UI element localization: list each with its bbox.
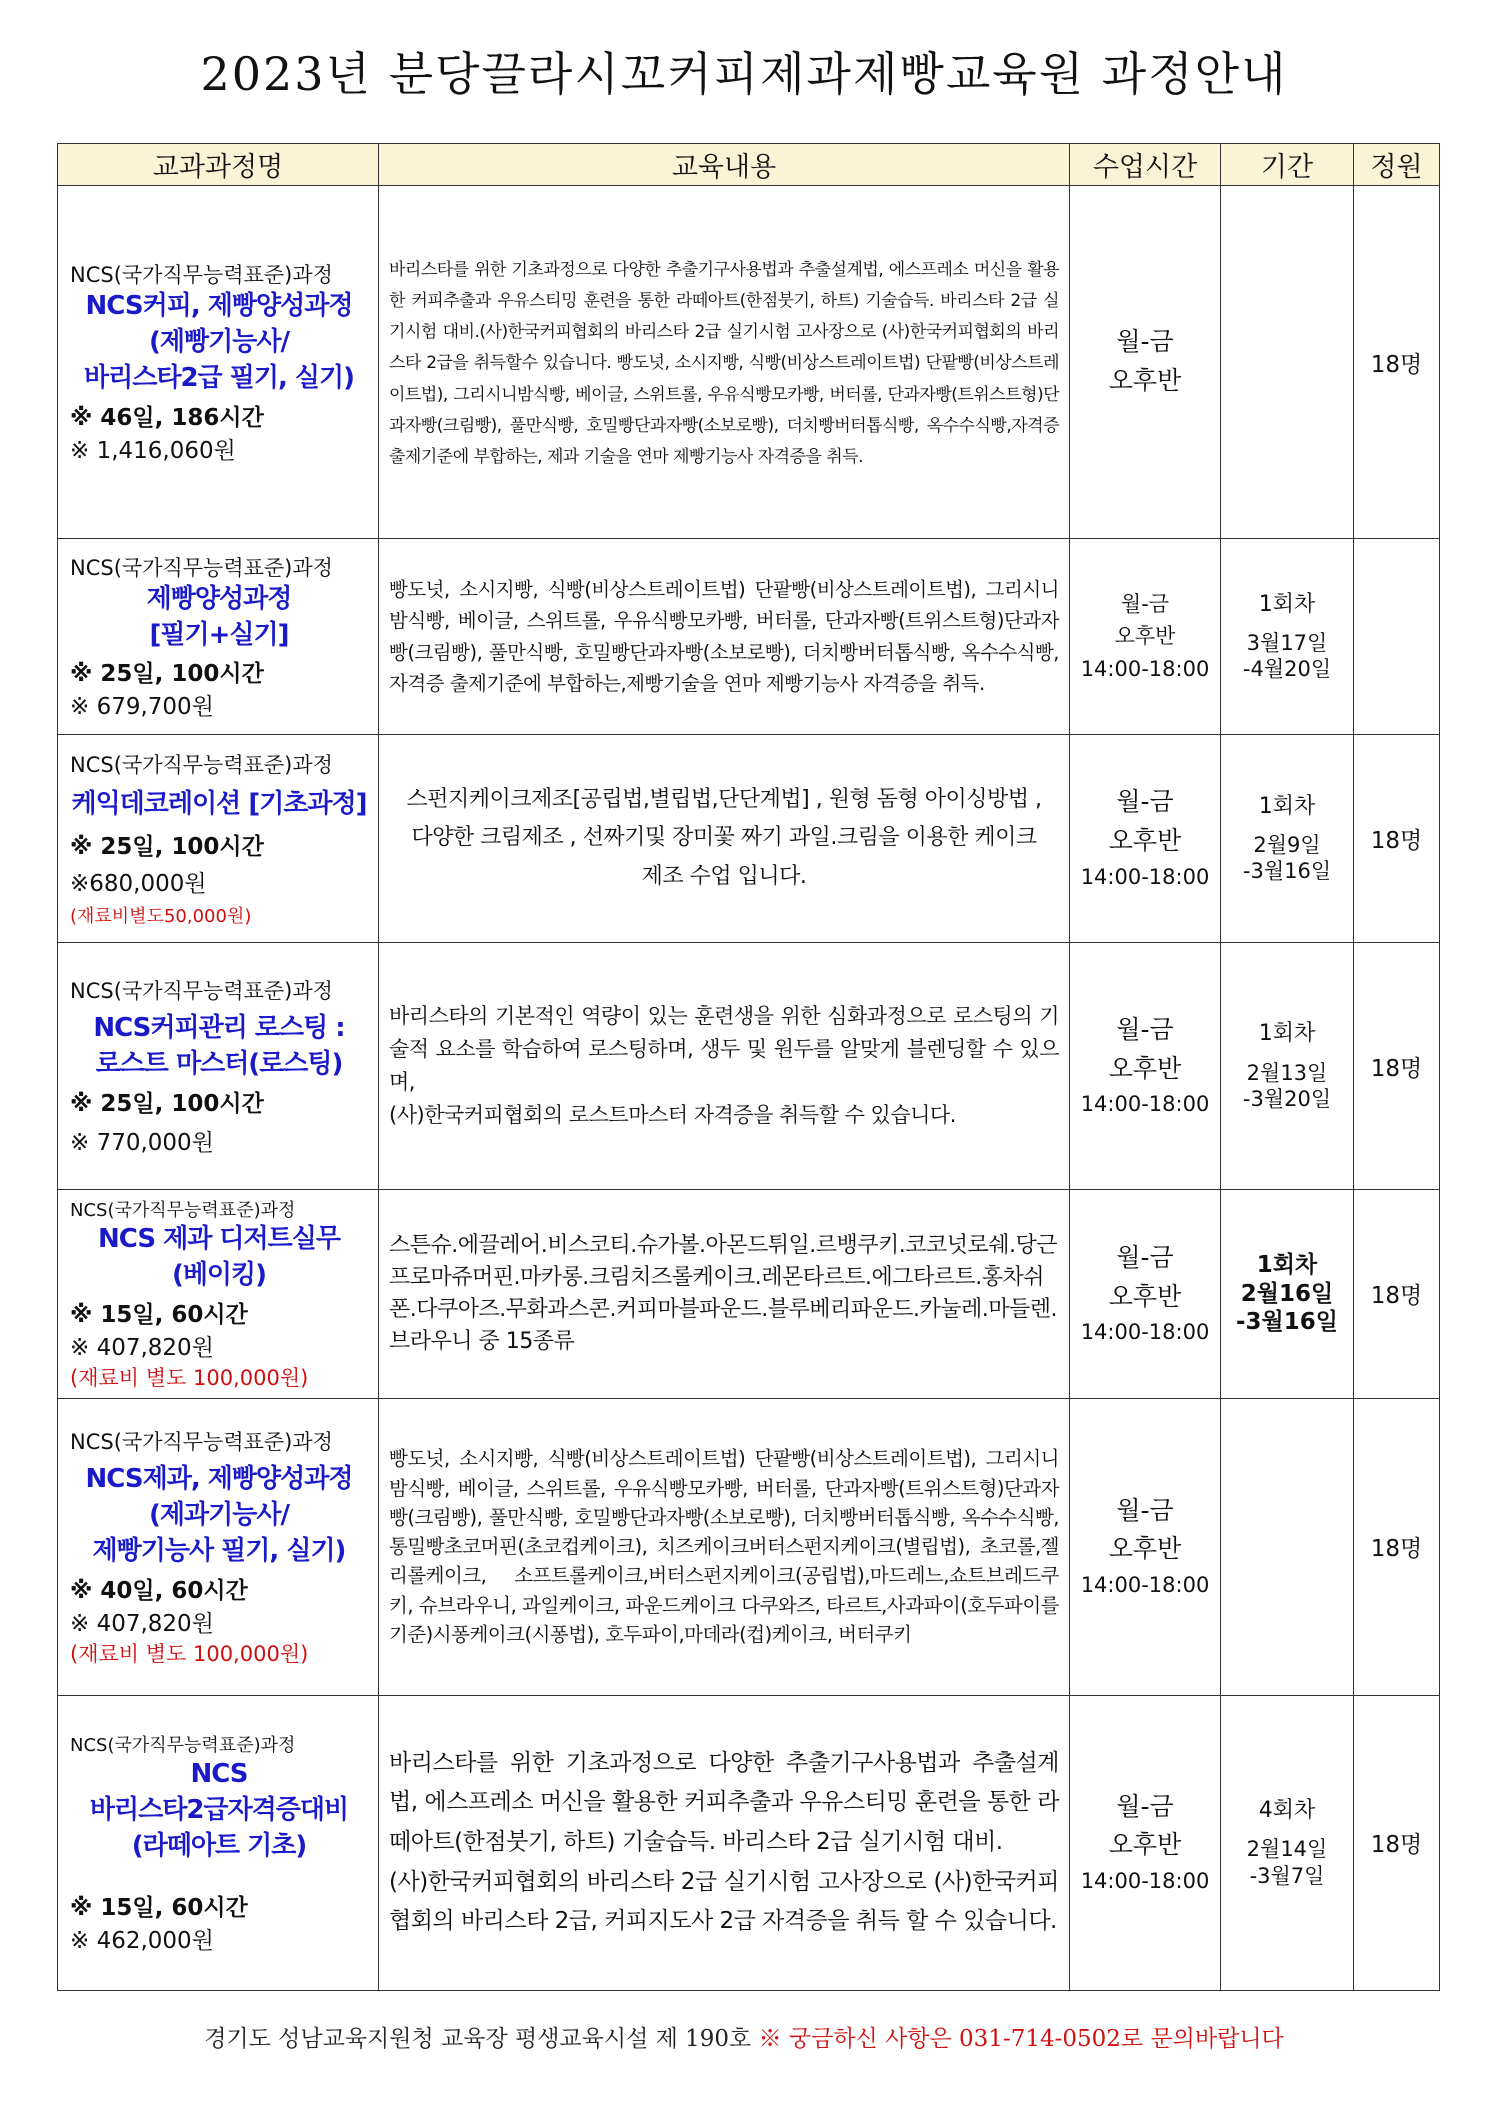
table-row — [58, 1190, 1440, 1399]
course-name: NCS제과, 제빵양성과정 (제과기능사/ 제빵기능사 필기, 실기) — [85, 1463, 353, 1566]
course-period — [1221, 1398, 1354, 1695]
class-time: 월-금 오후반 14:00-18:00 — [1070, 539, 1221, 735]
course-category: NCS(국가직무능력표준)과정 — [70, 1734, 296, 1756]
course-name: 제빵양성과정 [필기+실기] — [146, 583, 292, 650]
course-duration: ※ 25일, 100시간 — [70, 661, 264, 688]
course-table — [57, 143, 1440, 1991]
course-period: 1회차 3월17일 -4월20일 — [1221, 539, 1354, 735]
header-period: 기간 — [1221, 144, 1354, 186]
course-period: 4회차 2월14일 -3월7일 — [1221, 1695, 1354, 1990]
header-content: 교육내용 — [379, 144, 1070, 186]
course-note: (재료비별도50,000원) — [70, 906, 252, 928]
class-time: 월-금 오후반 14:00-18:00 — [1070, 1695, 1221, 1990]
course-category: NCS(국가직무능력표준)과정 — [70, 1429, 333, 1454]
course-name: 케익데코레이션 [기초과정] — [71, 788, 367, 819]
course-capacity: 18명 — [1354, 186, 1440, 539]
course-cell — [58, 539, 379, 735]
table-row — [58, 1695, 1440, 1990]
footer-text: 경기도 성남교육지원청 교육장 평생교육시설 제 190호 — [204, 2026, 759, 2052]
course-price: ※680,000원 — [70, 871, 207, 898]
course-price: ※ 407,820원 — [70, 1334, 214, 1361]
course-name: NCS 바리스타2급자격증대비 (라떼아트 기초) — [89, 1758, 349, 1861]
course-price: ※ 770,000원 — [70, 1129, 214, 1156]
course-category: NCS(국가직무능력표준)과정 — [70, 263, 333, 288]
class-time: 월-금 오후반 14:00-18:00 — [1070, 735, 1221, 943]
course-note: (재료비 별도 100,000원) — [70, 1641, 309, 1666]
course-cell — [58, 943, 379, 1190]
course-category: NCS(국가직무능력표준)과정 — [70, 752, 333, 777]
footer-contact: ※ 궁금하신 사항은 031-714-0502로 문의바랍니다 — [758, 2026, 1284, 2052]
course-capacity: 18명 — [1354, 943, 1440, 1190]
course-period — [1221, 186, 1354, 539]
header-capacity: 정원 — [1354, 144, 1440, 186]
course-cell — [58, 1190, 379, 1399]
course-price: ※ 1,416,060원 — [70, 437, 236, 464]
table-row — [58, 1398, 1440, 1695]
course-capacity — [1354, 539, 1440, 735]
header-class-time: 수업시간 — [1070, 144, 1221, 186]
table-row — [58, 186, 1440, 539]
course-duration: ※ 40일, 60시간 — [70, 1577, 248, 1604]
course-capacity: 18명 — [1354, 735, 1440, 943]
course-duration: ※ 46일, 186시간 — [70, 404, 264, 431]
course-period: 1회차 2월13일 -3월20일 — [1221, 943, 1354, 1190]
course-capacity: 18명 — [1354, 1190, 1440, 1399]
course-duration: ※ 25일, 100시간 — [70, 834, 264, 861]
class-time: 월-금 오후반 14:00-18:00 — [1070, 943, 1221, 1190]
course-description: 바리스타를 위한 기초과정으로 다양한 추출기구사용법과 추출설계법, 에스프레소 머신을 활용한 커피추출과 우유스티밍 훈련을 통한 라떼아트(한점붓기, 하트) 기술습득. 바리스타 2급 실기시험 대비.(사)한국커피협회의 바리스타 2급 실기시험 고사장으로 (사)한국커피협회의 바리스타 2급을 취득할수 있습니다. 빵도넛, 소시지빵, 식빵(비상스트레이트법) 단팥빵(비상스트레이트법), 그리시니밤식빵, 베이글, 스위트롤, 우유식빵모카빵, 버터롤, 단과자빵(트위스트형)단과자빵(크림빵), 풀만식빵, 호밀빵단과자빵(소보로빵), 더치빵버터톱식빵, 옥수수식빵,자격증 출제기준에 부합하는, 제과 기술을 연마 제빵기능사 자격증을 취득. — [379, 186, 1070, 539]
course-period: 1회차 2월9일 -3월16일 — [1221, 735, 1354, 943]
course-duration: ※ 25일, 100시간 — [70, 1090, 264, 1117]
course-description: 스펀지케이크제조[공립법,별립법,단단계법] , 원형 돔형 아이싱방법 , 다양한 크림제조 , 선짜기및 장미꽃 짜기 과일.크림을 이용한 케이크 제조 수업 입니다. — [379, 735, 1070, 943]
course-description: 바리스타를 위한 기초과정으로 다양한 추출기구사용법과 추출설계법, 에스프레소 머신을 활용한 커피추출과 우유스티밍 훈련을 통한 라떼아트(한점붓기, 하트) 기술습득. 바리스타 2급 실기시험 대비. (사)한국커피협회의 바리스타 2급 실기시험 고사장으로 (사)한국커피협회의 바리스타 2급, 커피지도사 2급 자격증을 취득 할 수 있습니다. — [379, 1695, 1070, 1990]
class-time: 월-금 오후반 14:00-18:00 — [1070, 1190, 1221, 1399]
course-note: (재료비 별도 100,000원) — [70, 1365, 309, 1390]
table-row — [58, 539, 1440, 735]
footer — [0, 2020, 1488, 2053]
class-time: 월-금 오후반 — [1070, 186, 1221, 539]
course-description: 스튼슈.에끌레어.비스코티.슈가볼.아몬드튀일.르뱅쿠키.코코넛로쉐.당근프로마쥬머핀.마카롱.크림치즈롤케이크.레몬타르트.에그타르트.홍차쉬폰.다쿠아즈.무화과스콘.커피마블파운드.블루베리파운드.카눌레.마들렌.브라우니 중 15종류 — [379, 1190, 1070, 1399]
course-period: 1회차 2월16일 -3월16일 — [1221, 1190, 1354, 1399]
course-cell — [58, 1398, 379, 1695]
course-duration: ※ 15일, 60시간 — [70, 1894, 248, 1921]
course-capacity: 18명 — [1354, 1695, 1440, 1990]
header-course-name: 교과과정명 — [58, 144, 379, 186]
course-cell — [58, 1695, 379, 1990]
course-name: NCS커피, 제빵양성과정 (제빵기능사/ 바리스타2급 필기, 실기) — [84, 291, 354, 393]
table-row — [58, 943, 1440, 1190]
table-row — [58, 735, 1440, 943]
page-title: 2023년 분당끌라시꼬커피제과제빵교육원 과정안내 — [200, 47, 1288, 101]
course-cell — [58, 186, 379, 539]
course-cell — [58, 735, 379, 943]
course-description: 빵도넛, 소시지빵, 식빵(비상스트레이트법) 단팥빵(비상스트레이트법), 그리시니밤식빵, 베이글, 스위트롤, 우유식빵모카빵, 버터롤, 단과자빵(트위스트형)단과자빵(크림빵), 풀만식빵, 호밀빵단과자빵(소보로빵), 더치빵버터톱식빵, 옥수수식빵, 통밀빵초코머핀(초코컵케이크), 치즈케이크버터스펀지케이크(별립법), 초코롤,젤리롤케이크, 소프트롤케이크,버터스펀지케이크(공립법),마드레느,쇼트브레드쿠키, 슈브라우니, 과일케이크, 파운드케이크 다쿠와즈, 타르트,사과파이(호두파이를 기준)시퐁케이크(시퐁법), 호두파이,마데라(컵)케이크, 버터쿠키 — [379, 1398, 1070, 1695]
course-price: ※ 679,700원 — [70, 694, 214, 721]
course-capacity: 18명 — [1354, 1398, 1440, 1695]
course-price: ※ 407,820원 — [70, 1610, 214, 1637]
course-category: NCS(국가직무능력표준)과정 — [70, 555, 333, 580]
course-category: NCS(국가직무능력표준)과정 — [70, 979, 333, 1004]
course-description: 빵도넛, 소시지빵, 식빵(비상스트레이트법) 단팥빵(비상스트레이트법), 그리시니밤식빵, 베이글, 스위트롤, 우유식빵모카빵, 버터롤, 단과자빵(트위스트형)단과자빵(크림빵), 풀만식빵, 호밀빵단과자빵(소보로빵), 더치빵버터톱식빵, 옥수수식빵,자격증 출제기준에 부합하는,제빵기술을 연마 제빵기능사 자격증을 취득. — [379, 539, 1070, 735]
course-category: NCS(국가직무능력표준)과정 — [70, 1200, 296, 1221]
class-time: 월-금 오후반 14:00-18:00 — [1070, 1398, 1221, 1695]
course-price: ※ 462,000원 — [70, 1927, 214, 1954]
course-name: NCS커피관리 로스팅 : 로스트 마스터(로스팅) — [93, 1013, 345, 1079]
course-name: NCS 제과 디저트실무 (베이킹) — [98, 1224, 340, 1290]
course-duration: ※ 15일, 60시간 — [70, 1301, 248, 1328]
table-header-row — [58, 144, 1440, 186]
course-description: 바리스타의 기본적인 역량이 있는 훈련생을 위한 심화과정으로 로스팅의 기술적 요소를 학습하여 로스팅하며, 생두 및 원두를 알맞게 블렌딩할 수 있으며, (사)한국커피협회의 로스트마스터 자격증을 취득할 수 있습니다. — [379, 943, 1070, 1190]
